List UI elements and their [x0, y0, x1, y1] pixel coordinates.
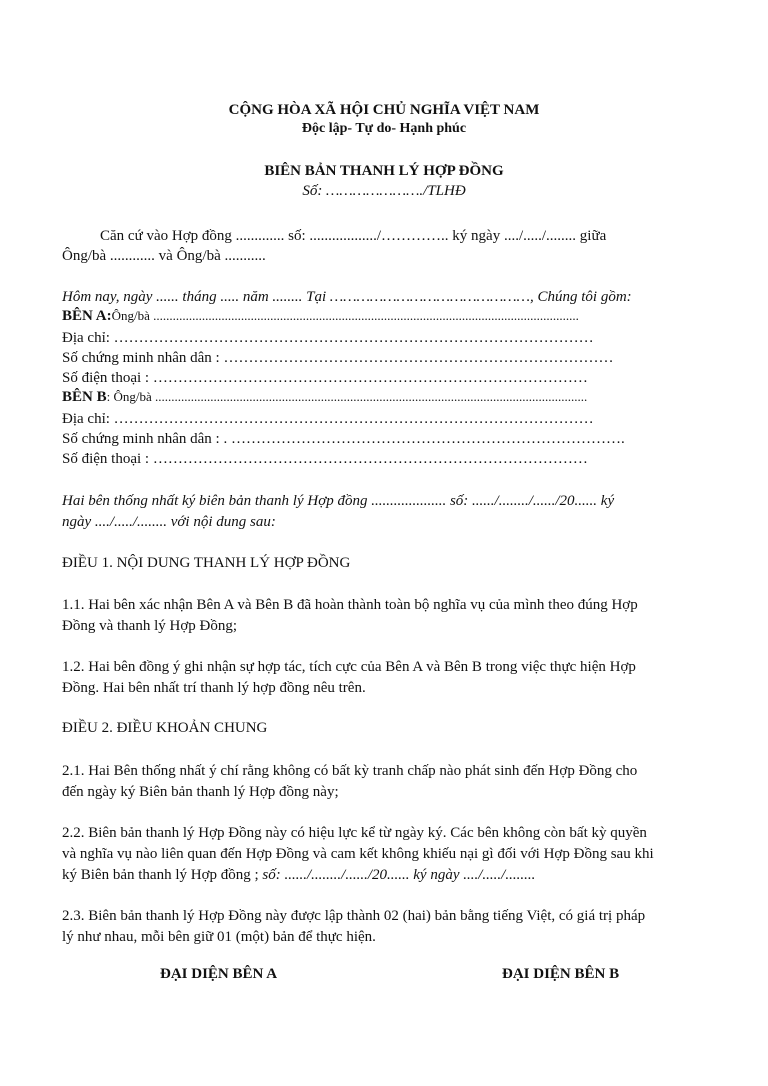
signature-party-b: ĐẠI DIỆN BÊN B: [502, 966, 620, 982]
document-title: BIÊN BẢN THANH LÝ HỢP ĐỒNG: [264, 163, 504, 179]
agreement-line-1: Hai bên thống nhất ký biên bản thanh lý Hợp đồng .................... số: ....../......../....../20...... ký: [62, 493, 615, 509]
article-2-2-line-1: 2.2. Biên bản thanh lý Hợp Đồng này có hiệu lực kể từ ngày ký. Các bên không còn bất kỳ quyền: [62, 825, 647, 841]
party-b-name: : Ông/bà .....................................................................................................................................: [106, 389, 588, 404]
article-1-1-line-1: 1.1. Hai bên xác nhận Bên A và Bên B đã hoàn thành toàn bộ nghĩa vụ của mình theo đúng Hợp: [62, 597, 638, 613]
intro-line-1: Căn cứ vào Hợp đồng ............. số: ................../………….. ký ngày ..../...../........ giữa: [100, 228, 607, 244]
article-2-1-line-2: đến ngày ký Biên bản thanh lý Hợp đồng này;: [62, 784, 339, 800]
party-a-label: BÊN A:: [62, 308, 112, 324]
intro-line-2: Ông/bà ............ và Ông/bà ...........: [62, 248, 266, 264]
article-2-1-line-1: 2.1. Hai Bên thống nhất ý chí rằng không có bất kỳ tranh chấp nào phát sinh đến Hợp Đồng cho: [62, 763, 638, 779]
party-b-phone: Số điện thoại : ……………………………………………………………………………: [62, 451, 588, 467]
country-heading: CỘNG HÒA XÃ HỘI CHỦ NGHĨA VIỆT NAM: [228, 102, 540, 118]
article-1-2-line-1: 1.2. Hai bên đồng ý ghi nhận sự hợp tác, tích cực của Bên A và Bên B trong việc thực hiện Hợp: [62, 659, 636, 675]
document-number: Số: …………………./TLHĐ: [302, 183, 466, 199]
article-2-2-line-3-italic: số: ....../......../....../20...... ký ngày ..../...../........: [262, 867, 536, 883]
article-2-3-line-2: lý như nhau, mỗi bên giữ 01 (một) bản để thực hiện.: [62, 929, 376, 945]
motto: Độc lập- Tự do- Hạnh phúc: [301, 121, 467, 136]
party-a-id: Số chứng minh nhân dân : ……………………………………………………………………: [62, 350, 614, 366]
party-b-id: Số chứng minh nhân dân : . …………………………………………………………………….: [62, 431, 625, 447]
article-1-1-line-2: Đồng và thanh lý Hợp Đồng;: [62, 618, 237, 634]
party-b-address: Địa chỉ: ……………………………………………………………………………………: [62, 411, 594, 427]
article-2-2-line-3: [62, 866, 535, 884]
party-a-address: Địa chỉ: ……………………………………………………………………………………: [62, 330, 594, 346]
article-2-3-line-1: 2.3. Biên bản thanh lý Hợp Đồng này được lập thành 02 (hai) bản bằng tiếng Việt, có giá trị pháp: [62, 908, 646, 924]
signature-party-a: ĐẠI DIỆN BÊN A: [160, 966, 278, 982]
party-a-phone: Số điện thoại : ……………………………………………………………………………: [62, 370, 588, 386]
party-a-name: Ông/bà ...................................................................................................................................: [111, 308, 579, 323]
party-b-label: BÊN B: [62, 389, 107, 405]
party-a-name-line: [62, 307, 579, 325]
party-b-name-line: [62, 388, 587, 406]
article-1-2-line-2: Đồng. Hai bên nhất trí thanh lý hợp đồng nêu trên.: [62, 680, 366, 696]
article-2-2-line-2: và nghĩa vụ nào liên quan đến Hợp Đồng và cam kết không khiếu nại gì đối với Hợp Đồng sau khi: [62, 846, 654, 862]
agreement-line-2: ngày ..../...../........ với nội dung sau:: [62, 514, 276, 530]
meeting-info: Hôm nay, ngày ...... tháng ..... năm ........ Tại ………………………………………, Chúng tôi gồm:: [62, 289, 632, 305]
article-2-2-line-3-text: ký Biên bản thanh lý Hợp đồng ;: [62, 867, 263, 883]
article-2-heading: ĐIỀU 2. ĐIỀU KHOẢN CHUNG: [62, 720, 268, 736]
article-1-heading: ĐIỀU 1. NỘI DUNG THANH LÝ HỢP ĐỒNG: [62, 555, 351, 571]
